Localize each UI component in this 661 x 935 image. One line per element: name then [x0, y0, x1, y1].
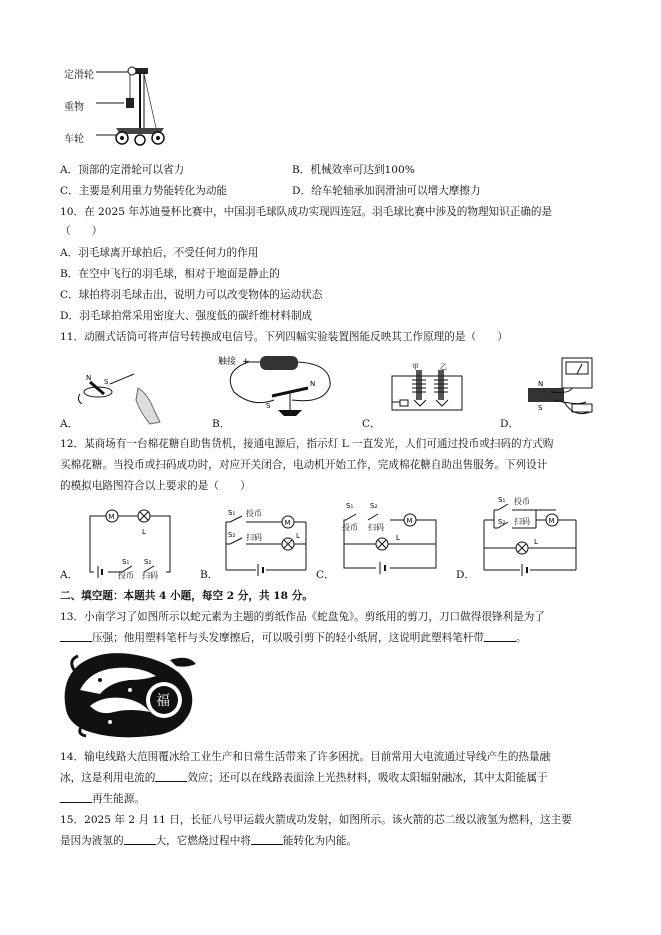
- q15-line2-text-c: 能转化为内能。: [282, 835, 358, 847]
- q11-d-s-label: S: [538, 404, 543, 412]
- circuit-a-s1-label: S₁: [122, 558, 130, 566]
- q11-c-jia-label: 甲: [412, 363, 419, 371]
- circuit-b-motor-label: M: [284, 519, 291, 527]
- q13-line1: 13．小南学习了如图所示以蛇元素为主题的剪纸作品《蛇盘兔》。剪纸用的剪刀，刀口做得很锋利是为了: [60, 611, 545, 623]
- circuit-d-coin-label: 投币: [514, 497, 530, 506]
- q11-figure-d: [520, 354, 600, 424]
- q12-circuit-b: [216, 504, 316, 582]
- q9-option-d: D．给车轮轴承加润滑油可以增大摩擦力: [292, 185, 481, 197]
- paper-cut-drawing: [60, 650, 200, 740]
- q14-line3-text: 再生能源。: [92, 793, 145, 805]
- q12-stem-line1: 12．某商场有一台棉花糖自助售货机，接通电源后，指示灯 L 一直发光，人们可通过投币或扫码的方式购: [60, 438, 554, 450]
- label-wheel: 车轮: [64, 134, 84, 145]
- circuit-a-lamp-label: L: [142, 528, 146, 536]
- q11-figure-b: [212, 352, 342, 422]
- q13-blank-1[interactable]: [60, 631, 92, 642]
- paper-cut-character: 福: [156, 693, 170, 709]
- q11-a-s-label: S: [104, 378, 109, 386]
- circuit-c-s1-label: S₁: [346, 502, 354, 510]
- circuit-d-drawing: [476, 494, 586, 580]
- circuit-c-coin-label: 投币: [342, 523, 358, 532]
- circuit-d-s1-label: S₁: [498, 496, 506, 504]
- q12-option-b: B．: [200, 569, 219, 581]
- section-2-heading: 二、填空题：本题共 4 小题，每空 2 分，共 18 分。: [60, 590, 313, 602]
- q11-option-a: A．: [60, 418, 79, 430]
- q15-blank-1[interactable]: [124, 834, 156, 845]
- q10-option-a: A．羽毛球离开球拍后，不受任何力的作用: [60, 247, 259, 259]
- q14-line2-text-a: 冰，这是利用电流的: [60, 772, 156, 784]
- circuit-a-coin-label: 投币: [118, 571, 134, 580]
- q10-stem: 10．在 2025 年苏迪曼杯比赛中，中国羽毛球队成功实现四连冠。羽毛球比赛中涉及的物理知识正确的是: [60, 206, 553, 218]
- circuit-c-motor-label: M: [406, 517, 413, 525]
- q12-option-d: D．: [456, 569, 476, 581]
- label-fixed-pulley: 定滑轮: [64, 70, 94, 81]
- figure-pulley-cart: [60, 60, 180, 150]
- q11-option-b: B．: [212, 418, 231, 430]
- circuit-b-lamp-label: L: [296, 532, 300, 540]
- q12-circuit-a: [80, 504, 180, 582]
- q12-circuit-d: [476, 494, 586, 580]
- label-weight: 重物: [64, 102, 84, 113]
- q12-stem-line3: 的模拟电路图符合以上要求的是（ ）: [60, 480, 251, 492]
- circuit-a-motor-label: M: [108, 513, 115, 521]
- q11-b-n-label: N: [310, 380, 316, 388]
- q12-circuit-c: [336, 498, 446, 578]
- electromagnet-drawing: [382, 362, 478, 426]
- q14-line2: [60, 771, 548, 785]
- svg-text:+: +: [242, 357, 250, 367]
- q10-stem-bracket: （ ）: [60, 225, 103, 237]
- q15-line1: 15．2025 年 2 月 11 日，长征八号甲运载火箭成功发射，如图所示。该火箭的芯二级以液氢为燃料，这主要: [60, 814, 572, 826]
- figure-paper-cut-snake-rabbit: [60, 650, 200, 740]
- circuit-a-scan-label: 扫码: [142, 571, 158, 580]
- coil-experiment-drawing: [212, 352, 342, 422]
- circuit-c-s2-label: S₂: [370, 502, 378, 510]
- q14-blank-1[interactable]: [155, 771, 187, 782]
- q14-line3: [60, 792, 145, 806]
- circuit-d-motor-label: M: [548, 517, 555, 525]
- q12-option-a: A．: [60, 569, 79, 581]
- circuit-b-drawing: [216, 504, 316, 582]
- q9-option-c: C．主要是利用重力势能转化为动能: [60, 185, 228, 197]
- circuit-c-drawing: [336, 498, 446, 578]
- q13-line2-end: 。: [515, 632, 527, 644]
- q12-option-c: C．: [316, 569, 335, 581]
- circuit-b-coin-label: 投币: [246, 509, 262, 518]
- circuit-d-s2-label: S₂: [498, 518, 506, 526]
- q11-figure-c: [382, 362, 478, 426]
- q11-b-touch-label: 触接: [218, 357, 237, 367]
- q15-line2-text-a: 是因为液氢的: [60, 835, 124, 847]
- q11-b-s-label: S: [266, 402, 271, 410]
- pulley-cart-drawing: [60, 60, 180, 150]
- q15-line2-text-b: 大，它燃烧过程中将: [155, 835, 251, 847]
- circuit-c-lamp-label: L: [396, 534, 400, 542]
- q11-d-n-label: N: [538, 380, 544, 388]
- q13-line2-text: 压强；他用塑料笔杆与头发摩擦后，可以吸引剪下的轻小纸屑，这说明此塑料笔杆带: [92, 632, 484, 644]
- q11-option-c: C．: [362, 418, 381, 430]
- q11-stem: 11．动圈式话筒可将声信号转换成电信号。下列四幅实验装置图能反映其工作原理的是（ ）: [60, 331, 508, 343]
- q14-line2-text-b: 效应；还可以在线路表面涂上光热材料，吸收太阳辐射融冰，其中太阳能属于: [187, 772, 548, 784]
- circuit-d-scan-label: 扫码: [514, 517, 530, 526]
- circuit-b-s2-label: S₂: [228, 531, 236, 539]
- q15-blank-2[interactable]: [251, 834, 283, 845]
- q11-c-yi-label: 乙: [440, 363, 447, 371]
- q14-line1: 14．输电线路大范围覆冰给工业生产和日常生活带来了许多困扰。目前常用大电流通过导线产生的热量融: [60, 751, 551, 763]
- q13-blank-2[interactable]: [484, 631, 516, 642]
- circuit-a-s2-label: S₂: [144, 558, 152, 566]
- circuit-b-s1-label: S₁: [228, 509, 236, 517]
- circuit-d-lamp-label: L: [534, 538, 538, 546]
- circuit-b-scan-label: 扫码: [246, 533, 262, 542]
- q11-a-n-label: N: [86, 374, 92, 382]
- circuit-c-scan-label: 扫码: [368, 523, 384, 532]
- q11-option-d: D．: [500, 418, 520, 430]
- q12-stem-line2: 买棉花糖。当投币或扫码成功时，对应开关闭合，电动机开始工作，完成棉花糖自助出售服务。下列设计: [60, 459, 548, 471]
- q9-option-a: A．顶部的定滑轮可以省力: [60, 164, 185, 176]
- q10-option-d: D．羽毛球拍常采用密度大、强度低的碳纤维材料制成: [60, 310, 313, 322]
- q9-option-b: B．机械效率可达到100%: [292, 164, 415, 176]
- q10-option-b: B．在空中飞行的羽毛球，相对于地面是静止的: [60, 268, 280, 280]
- generator-meter-drawing: [520, 354, 600, 424]
- q13-line2: [60, 631, 527, 645]
- q15-line2: [60, 834, 357, 848]
- q10-option-c: C．球拍将羽毛球击出，说明力可以改变物体的运动状态: [60, 289, 323, 301]
- q14-blank-2[interactable]: [60, 792, 92, 803]
